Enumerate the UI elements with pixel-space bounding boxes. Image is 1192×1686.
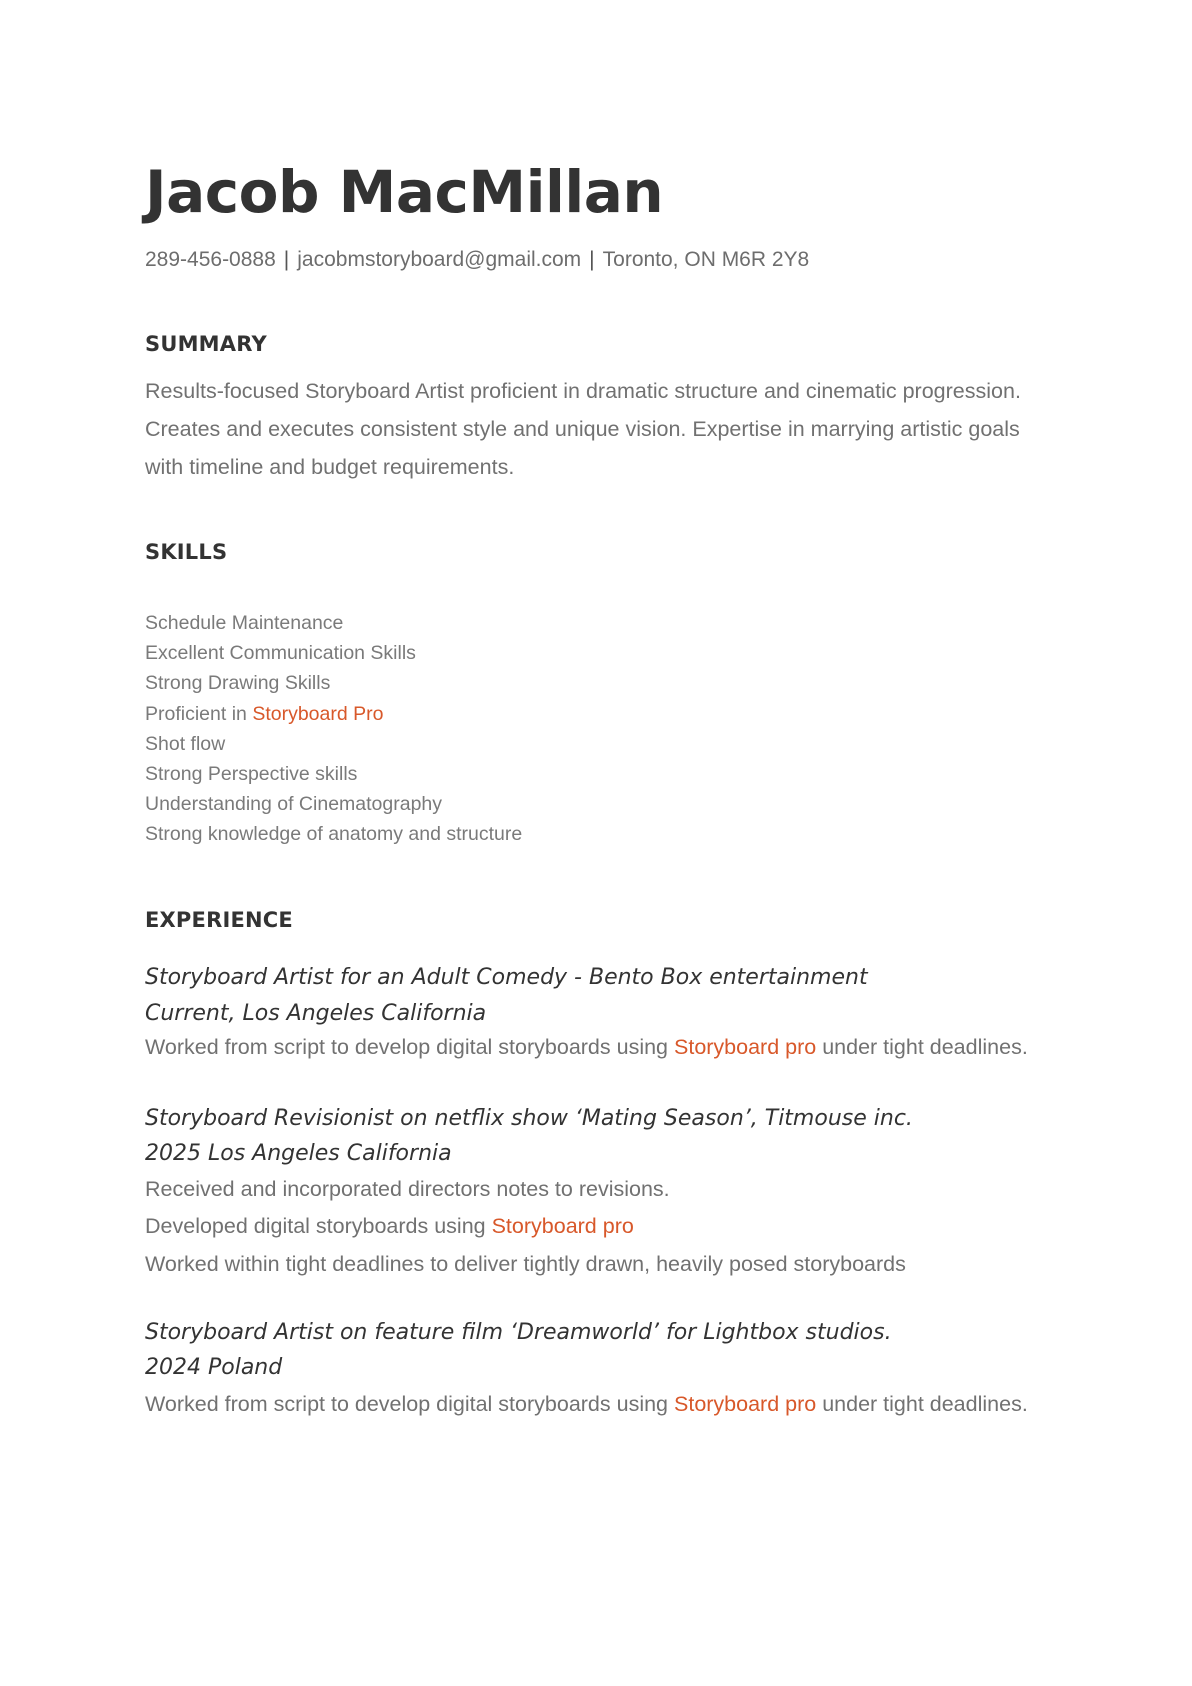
- contact-separator: |: [283, 248, 290, 271]
- job-entry: [145, 960, 1045, 1063]
- job-description-line: [145, 1208, 1045, 1246]
- job-entry: [145, 1315, 1045, 1420]
- job-description-text: under tight deadlines.: [816, 1392, 1028, 1417]
- skills-heading: SKILLS: [145, 540, 228, 564]
- job-description-highlight: Storyboard pro: [491, 1214, 634, 1239]
- experience-heading: EXPERIENCE: [145, 907, 293, 932]
- job-description-text: under tight deadlines.: [816, 1034, 1028, 1059]
- location: Toronto, ON M6R 2Y8: [602, 248, 810, 271]
- job-description-text: Developed digital storyboards using: [145, 1214, 492, 1239]
- job-meta: 2025 Los Angeles California: [145, 1140, 452, 1166]
- job-description-text: Worked from script to develop digital storyboards using: [145, 1034, 674, 1059]
- contact-separator: |: [589, 248, 595, 271]
- job-title: Storyboard Artist for an Adult Comedy - Bento Box entertainment: [145, 964, 868, 990]
- job-description-highlight: Storyboard pro: [674, 1034, 817, 1059]
- job-description-line: Received and incorporated directors notes to revisions.: [145, 1176, 670, 1201]
- email-address[interactable]: jacobmstoryboard@gmail.com: [297, 248, 582, 271]
- skill-item: Understanding of Cinematography: [145, 793, 443, 816]
- skill-item: [145, 699, 1045, 729]
- skills-list: [145, 608, 1045, 850]
- job-description: [145, 1032, 1045, 1063]
- summary-heading: SUMMARY: [145, 332, 267, 356]
- skill-item: Strong knowledge of anatomy and structure: [145, 823, 523, 846]
- summary-text: Results-focused Storyboard Artist proficient in dramatic structure and cinematic progression. Creates and executes consistent style and unique vision. Expertise in marrying artistic goals with timeline and budget requirements.: [145, 379, 1021, 479]
- job-title: Storyboard Revisionist on netflix show ‘Mating Season’, Titmouse inc.: [145, 1105, 913, 1131]
- skill-item: Schedule Maintenance: [145, 612, 344, 634]
- job-meta: Current, Los Angeles California: [145, 1000, 487, 1026]
- skill-highlight-storyboard-pro: Storyboard Pro: [252, 702, 384, 725]
- job-meta: 2024 Poland: [145, 1355, 283, 1381]
- job-description-line: Worked within tight deadlines to deliver tightly drawn, heavily posed storyboards: [145, 1251, 906, 1276]
- skill-item: Shot flow: [145, 732, 226, 755]
- job-entry: [145, 1101, 1045, 1284]
- job-description-text: Worked from script to develop digital storyboards using: [145, 1392, 674, 1417]
- job-title: Storyboard Artist on feature film ‘Dreamworld’ for Lightbox studios.: [145, 1320, 892, 1346]
- candidate-name: Jacob MacMillan: [145, 158, 664, 226]
- resume-page: [145, 150, 1045, 1420]
- phone-number: 289-456-0888: [145, 248, 276, 271]
- job-description: [145, 1389, 1045, 1420]
- skill-item: Strong Perspective skills: [145, 763, 358, 786]
- skill-item: Excellent Communication Skills: [145, 642, 416, 665]
- skill-item-text: Proficient in: [145, 702, 253, 725]
- skill-item: Strong Drawing Skills: [145, 672, 331, 695]
- job-description-highlight: Storyboard pro: [674, 1392, 817, 1417]
- contact-line: [145, 244, 1045, 276]
